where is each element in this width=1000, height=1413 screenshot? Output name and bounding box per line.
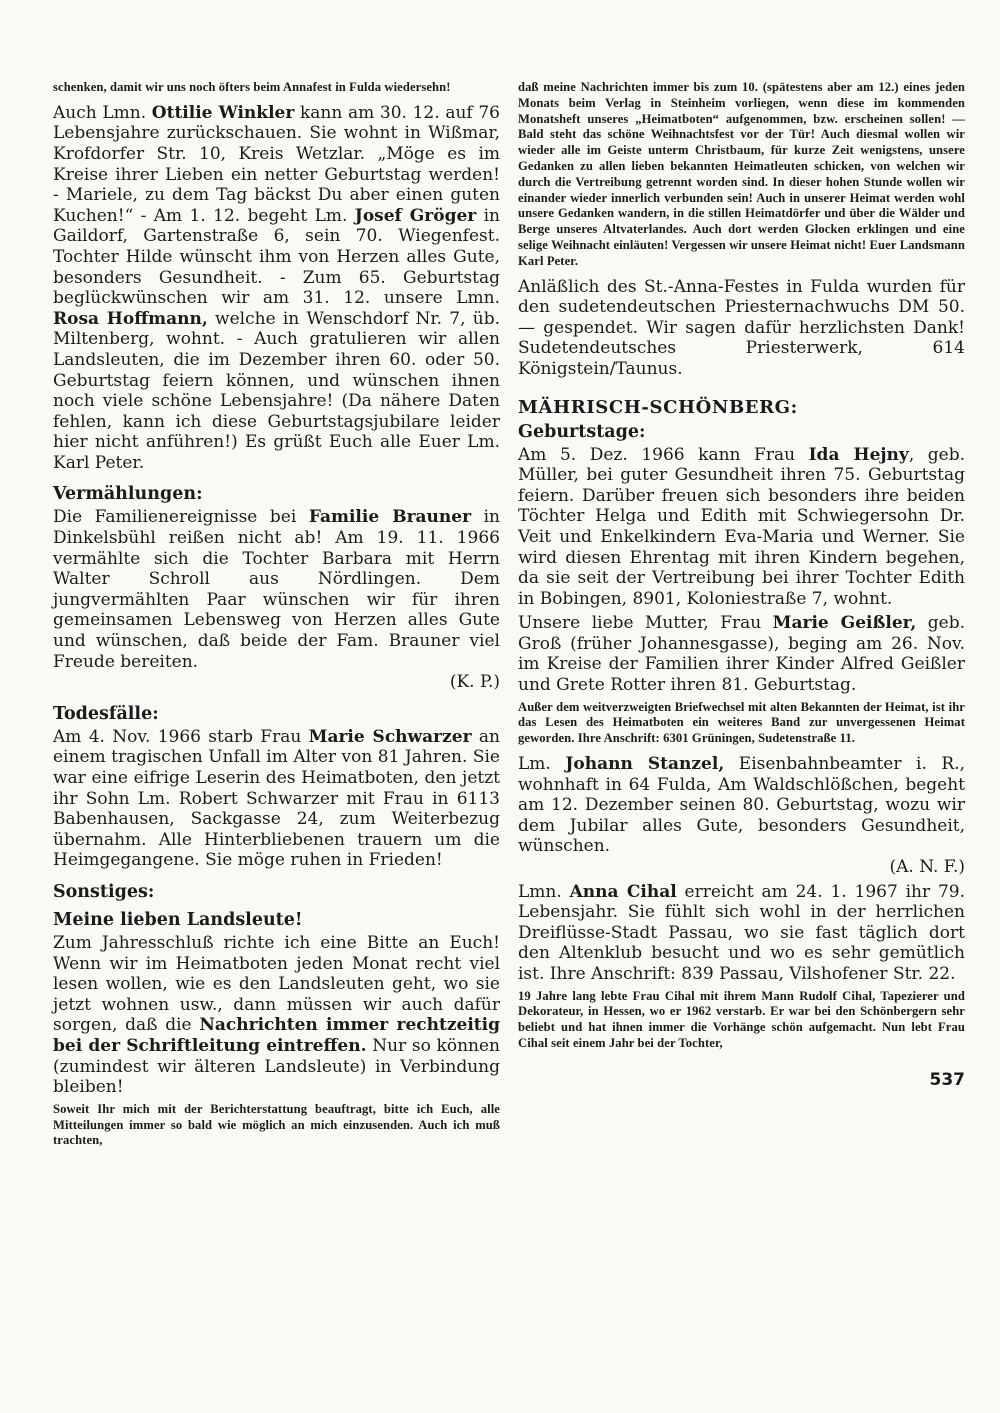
emphasized-name: Ida Hejny: [808, 444, 909, 465]
emphasized-name: Marie Schwarzer: [308, 726, 472, 747]
birthday-notes-paragraph: [53, 103, 500, 474]
continued-text-intro: [53, 80, 500, 96]
birthday-hejny: [518, 445, 965, 610]
text-run: Auch Lmn.: [53, 102, 152, 123]
signoff-kp: [53, 672, 500, 693]
signoff-anf: [518, 857, 965, 878]
text-run: (K. P.): [449, 672, 500, 693]
emphasized-name: Familie Brauner: [308, 507, 472, 528]
cihal-history-note: [518, 989, 965, 1052]
page-number: [518, 1070, 965, 1090]
text-run: Geburtstage:: [518, 421, 646, 442]
text-run: Außer dem weitverzweigten Briefwechsel mit alten Bekannten der Heimat, ist ihr das Lesen des Heimatboten ein weiteres Band zur unvergessenen Heimat geworden. Ihre Anschrift: 6301 Grüningen, Sudetenstraße 11.: [518, 699, 965, 746]
text-run: Meine lieben Landsleute!: [53, 909, 303, 930]
donation-note: [518, 277, 965, 380]
birthday-geissler: [518, 613, 965, 695]
text-run: Lmn.: [518, 881, 570, 902]
text-run: an einem tragischen Unfall im Alter von 81 Jahren. Sie war eine eifrige Leserin des Heimatboten, den jetzt ihr Sohn Lm. Robert Schwarzer mit Frau in 6113 Babenhausen, Sackgasse 24, zum Weiterbezug übernahm. Alle Hinterbliebenen trauern um die Heimgegangene. Sie möge ruhen in Frieden!: [53, 726, 500, 871]
text-run: Die Familienereignisse bei: [53, 507, 309, 528]
emphasized-name: Josef Gröger: [354, 205, 477, 226]
section-heading-geburtstage: [518, 422, 965, 443]
section-heading-vermaehlungen: [53, 484, 500, 505]
geissler-address-note: [518, 700, 965, 747]
text-run: Nur so können (zumindest wir älteren Landsleute) in Verbindung bleiben!: [53, 1035, 500, 1098]
emphasized-name: Ottilie Winkler: [151, 102, 295, 123]
birthday-stanzel: [518, 754, 965, 857]
text-run: Zum Jahresschluß richte ich eine Bitte an Euch! Wenn wir im Heimatboten jeden Monat recht viel lesen wollen, wie es den Landsleuten geht, wo sie jetzt wohnen usw., dann müssen wir auch dafür sorgen, daß die: [53, 932, 500, 1036]
text-run: welche in Wenschdorf Nr. 7, üb. Miltenberg, wohnt. - Auch gratulieren wir allen Landsleuten, die im Dezember ihren 60. oder 50. Geburtstag feiern können, und wünschen ihnen noch viele schöne Lebensjahre! (Da nähere Daten fehlen, kann ich diese Geburtstagsjubilare leider hier nicht anführen!) Es grüßt Euch alle Euer Lm. Karl Peter.: [53, 308, 501, 473]
section-heading-sonstiges: [53, 882, 500, 903]
editor-request-paragraph: [53, 933, 500, 1098]
text-run: in Dinkelsbühl reißen nicht ab! Am 19. 11. 1966 vermählte sich die Tochter Barbara mit Herrn Walter Schroll aus Nördlingen. Dem jungvermählten Paar wünschen wir für ihren gemeinsamen Lebensweg von Herzen alles Gute und wünschen, daß beide der Fam. Brauner viel Freude bereiten.: [53, 507, 500, 672]
text-run: Lm.: [518, 754, 566, 775]
text-run: Todesfälle:: [53, 703, 159, 724]
obituary-schwarzer: [53, 727, 500, 871]
emphasized-name: Anna Cihal: [569, 881, 677, 902]
text-run: , geb. Müller, bei guter Gesundheit ihren 75. Geburtstag feiern. Darüber freuen sich besonders ihre beiden Töchter Helga und Edith mit Schwiegersohn Dr. Veit und Enkelkindern Eva-Maria und Werner. Sie wird diesen Ehrentag mit ihren Kindern begehen, da sie seit der Vertreibung bei ihrer Tochter Edith in Bobingen, 8901, Koloniestraße 7, wohnt.: [518, 444, 965, 609]
text-run: Am 5. Dez. 1966 kann Frau: [518, 444, 809, 465]
text-run: Vermählungen:: [53, 484, 203, 505]
text-run: Anläßlich des St.-Anna-Festes in Fulda wurden für den sudetendeutschen Priesternachwuchs DM 50.— gespendet. Wir sagen dafür herzlichsten Dank! Sudetendeutsches Priesterwerk, 614 Königstein/Taunus.: [518, 276, 965, 379]
text-run: Unsere liebe Mutter, Frau: [518, 613, 773, 634]
section-heading-todesfaelle: [53, 704, 500, 725]
left-column: [53, 80, 500, 1149]
text-run: 537: [929, 1069, 965, 1090]
text-run: geb. Groß (früher Johannesgasse), beging am 26. Nov. im Kreise der Familien ihrer Kinder Alfred Geißler und Grete Rotter ihren 81. Geburtstag.: [518, 613, 965, 696]
text-run: in Gaildorf, Gartenstraße 6, sein 70. Wiegenfest. Tochter Hilde wünscht ihm von Herzen alles Gute, besonders Gesundheit. - Zum 65. Geburtstag beglückwünschen wir am 31. 12. unsere Lmn.: [53, 205, 500, 309]
deadline-and-christmas-note: [518, 80, 965, 270]
text-run: 19 Jahre lang lebte Frau Cihal mit ihrem Mann Rudolf Cihal, Tapezierer und Dekorateur, in Hessen, wo er 1962 verstarb. Er war bei den Schönbergern sehr beliebt und hat ihnen immer die Vorhänge schön aufgemacht. Nun lebt Frau Cihal seit einem Jahr bei der Tochter,: [518, 988, 965, 1050]
text-run: Soweit Ihr mich mit der Berichterstattung beauftragt, bitte ich Euch, alle Mitteilungen immer so bald wie möglich an mich einzusenden. Auch ich muß trachten,: [53, 1101, 500, 1148]
emphasized-name: Johann Stanzel,: [565, 754, 725, 775]
editor-request-small-print: [53, 1102, 500, 1149]
salutation-heading: [53, 910, 500, 931]
text-run: (A. N. F.): [889, 857, 965, 878]
text-run: schenken, damit wir uns noch öfters beim Annafest in Fulda wiedersehn!: [53, 80, 451, 94]
emphasized-name: Rosa Hoffmann,: [53, 308, 208, 329]
emphasized-name: Marie Geißler,: [772, 613, 917, 634]
text-run: MÄHRISCH-SCHÖNBERG:: [518, 396, 798, 418]
text-run: Am 4. Nov. 1966 starb Frau: [53, 726, 309, 747]
birthday-cihal: [518, 882, 965, 985]
emphasized-name: Nachrichten immer rechtzeitig bei der Schriftleitung eintreffen.: [53, 1015, 500, 1056]
text-run: Eisenbahnbeamter i. R., wohnhaft in 64 Fulda, Am Waldschlößchen, begeht am 12. Dezember seinen 80. Geburtstag, wozu wir dem Jubilar alles Gute, besonders Gesundheit, wünschen.: [518, 754, 966, 857]
text-run: daß meine Nachrichten immer bis zum 10. (spätestens aber am 12.) eines jeden Monats beim Verlag in Steinheim vorliegen, wenn diese im kommenden Monatsheft unseres „Heimatboten“ aufgenommen, bzw. erscheinen sollen! — Bald steht das schöne Weihnachtsfest vor der Tür! Auch diesmal wollen wir wieder alle im Geiste unterm Christbaum, für kurze Zeit wenigstens, unsere Gedanken zu allen lieben bekannten Heimatleuten schicken, von welchen wir durch die Vertreibung getrennt worden sind. In dieser hohen Stunde wollen wir einander wieder innerlich verbunden sein! Auch in unserer Heimat werden wohl unsere Gedanken wandern, in die stillen Heimatdörfer und über die Wälder und Berge unseres Altvaterlandes. Auch dort werden Glocken erklingen und eine selige Weihnacht einläuten! Vergessen wir unsere Heimat nicht! Euer Landsmann Karl Peter.: [518, 80, 965, 268]
two-column-layout: [53, 80, 965, 1149]
text-run: erreicht am 24. 1. 1967 ihr 79. Lebensjahr. Sie fühlt sich wohl in der herrlichen Dreiflüsse-Stadt Passau, wo sie fast täglich dort den Altenklub besucht und wo es sehr gemütlich ist. Ihre Anschrift: 839 Passau, Vilshofener Str. 22.: [518, 881, 966, 984]
section-heading-maehrisch-schoenberg: [518, 397, 965, 418]
text-run: Sonstiges:: [53, 881, 155, 902]
right-column: [518, 80, 965, 1149]
text-run: kann am 30. 12. auf 76 Lebensjahre zurückschauen. Sie wohnt in Wißmar, Krofdorfer Str. 10, Kreis Wetzlar. „Möge es im Kreise ihrer Lieben ein netter Geburtstag werden! - Mariele, zu dem Tag bäckst Du aber einen guten Kuchen!“ - Am 1. 12. begeht Lm.: [53, 102, 500, 226]
wedding-note-brauner: [53, 507, 500, 672]
